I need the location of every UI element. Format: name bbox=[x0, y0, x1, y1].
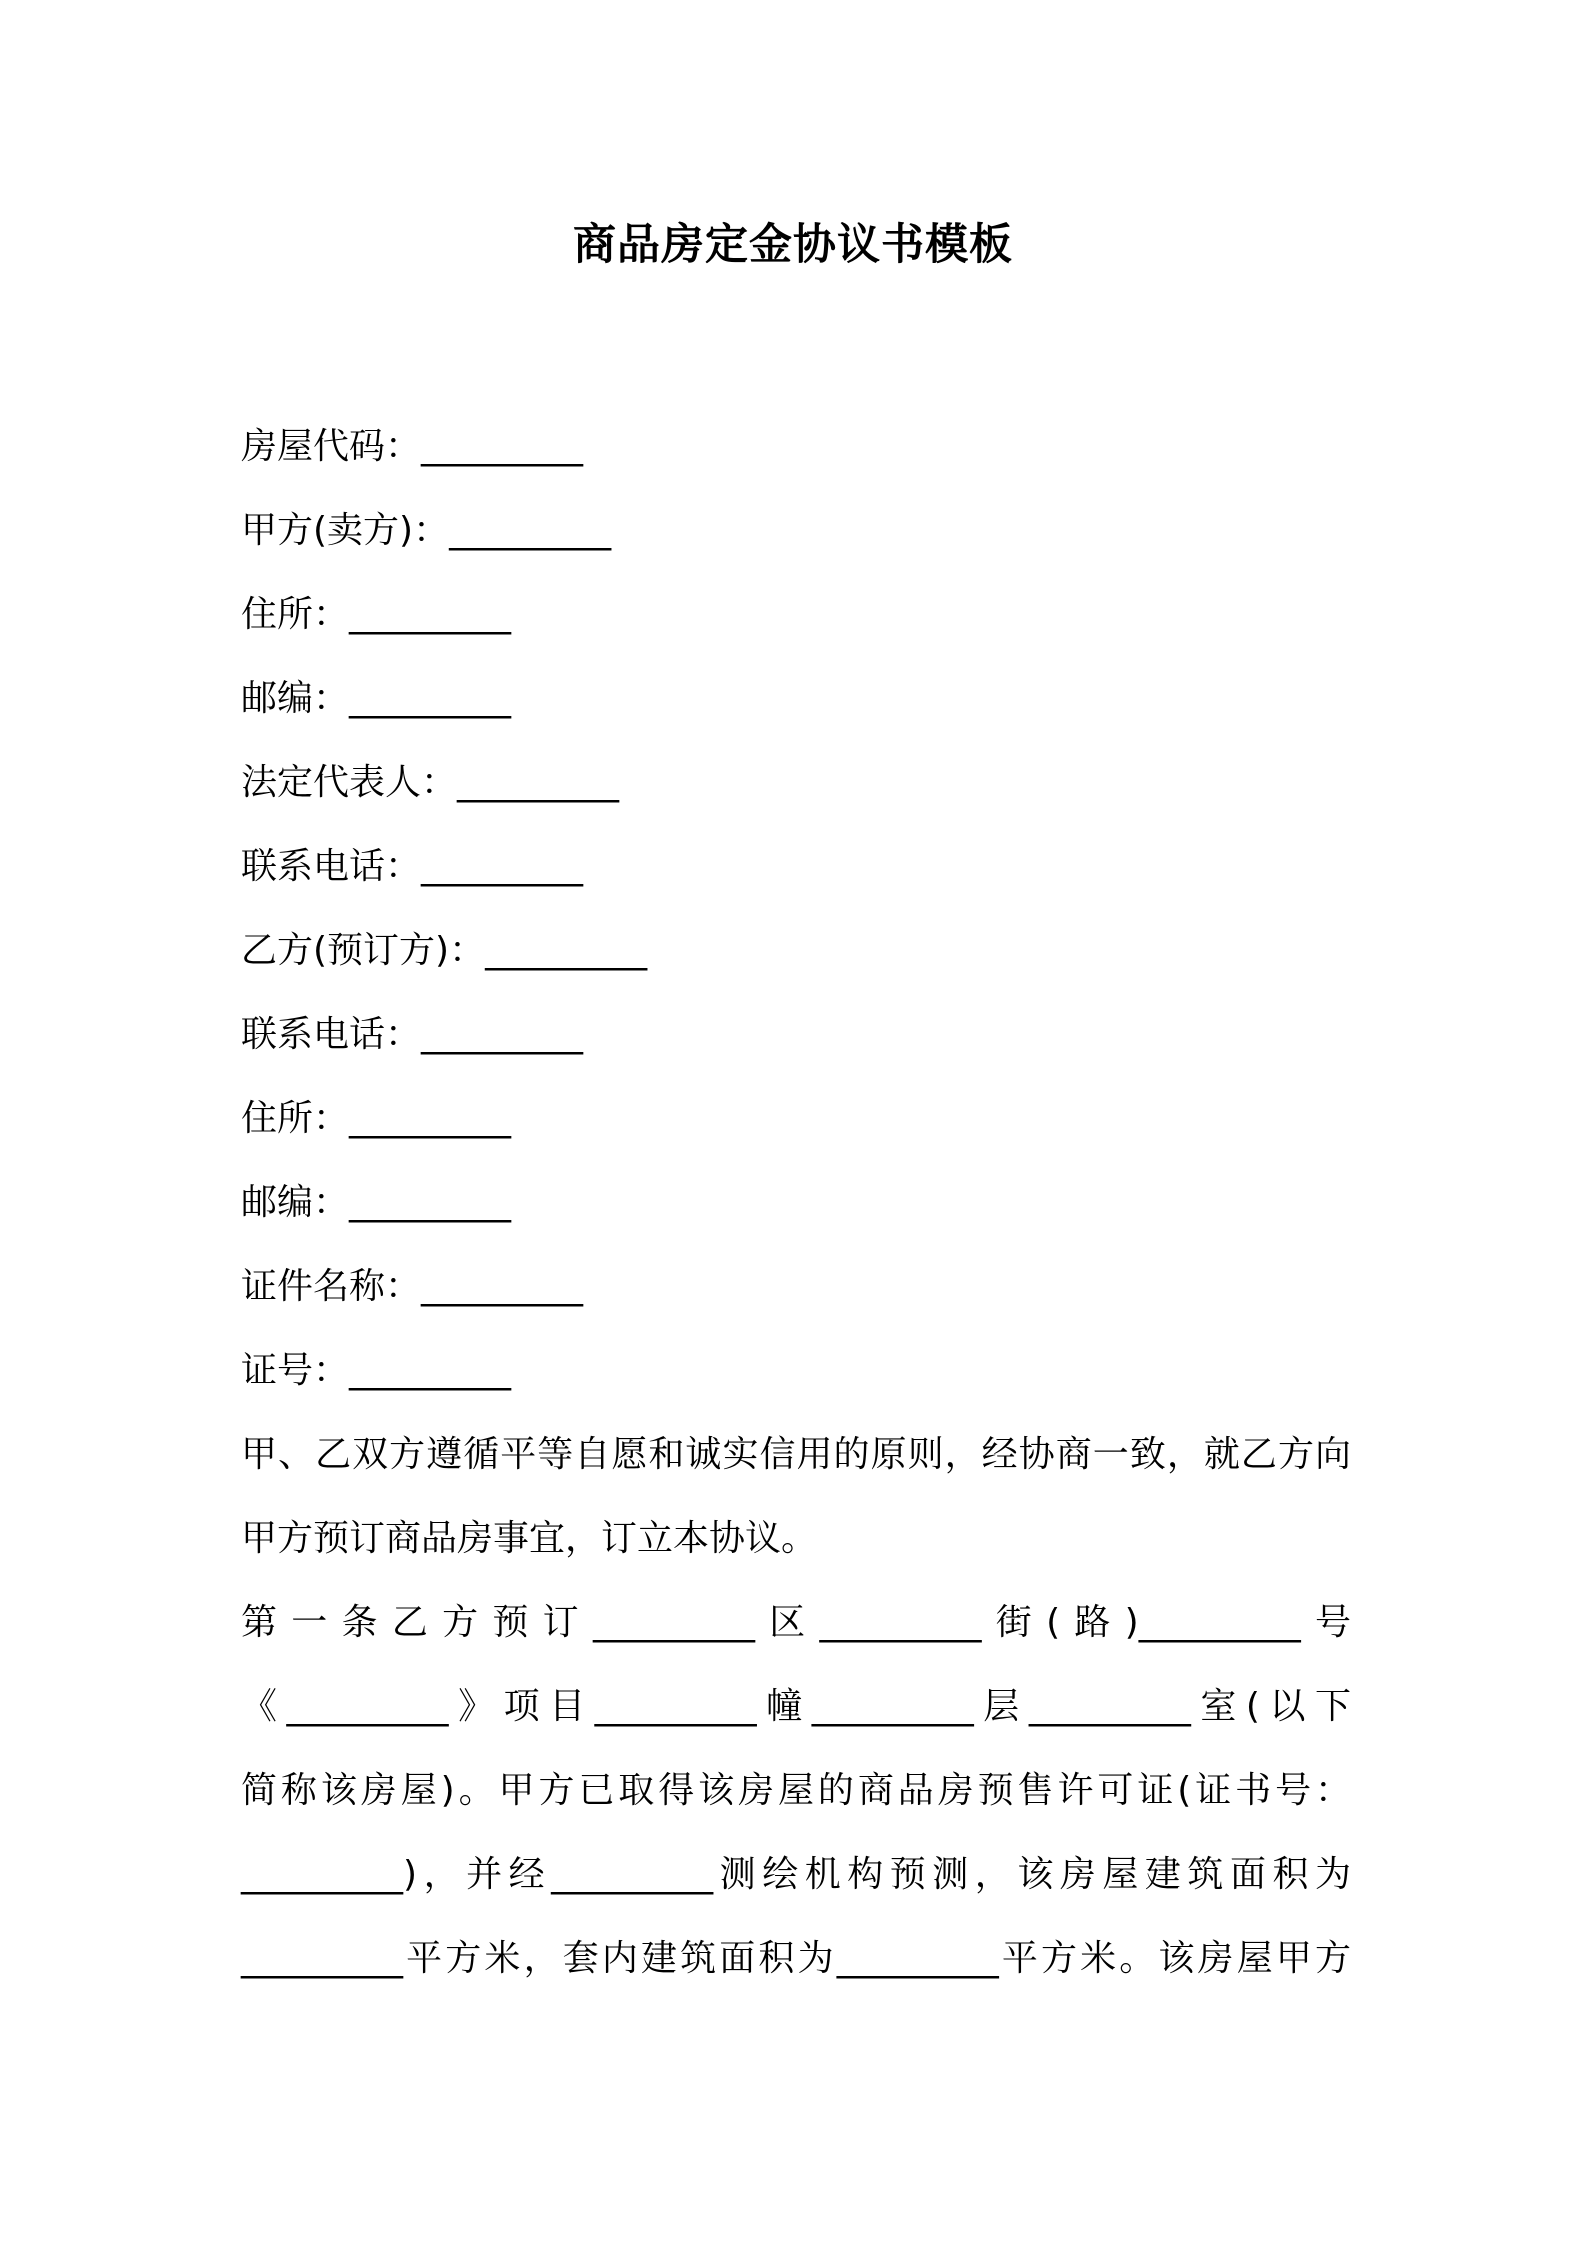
field-party-b-postcode: 邮编：_________ bbox=[241, 1182, 512, 1223]
article1-line-2: 《_________》项目_________幢_________层_________室(以下 bbox=[241, 1686, 1351, 1727]
article1-line-3: 简称该房屋)。甲方已取得该房屋的商品房预售许可证(证书号： bbox=[241, 1770, 1351, 1811]
field-id-number: 证号：_________ bbox=[241, 1350, 512, 1391]
article1-line-1: 第一条乙方预订_________区_________街(路)_________号 bbox=[241, 1602, 1351, 1643]
article1-line-5: _________平方米，套内建筑面积为_________平方米。该房屋甲方 bbox=[241, 1938, 1351, 1979]
field-id-type: 证件名称：_________ bbox=[241, 1266, 584, 1307]
intro-line-2: 甲方预订商品房事宜，订立本协议。 bbox=[241, 1518, 818, 1559]
field-party-b-address: 住所：_________ bbox=[241, 1098, 512, 1139]
document-title: 商品房定金协议书模板 bbox=[573, 220, 1013, 270]
field-party-a-postcode: 邮编：_________ bbox=[241, 678, 512, 719]
field-legal-representative: 法定代表人：_________ bbox=[241, 762, 620, 803]
document-body bbox=[241, 405, 1351, 2001]
article1-line-4: _________)，并经_________测绘机构预测，该房屋建筑面积为 bbox=[241, 1854, 1351, 1895]
intro-line-1: 甲、乙双方遵循平等自愿和诚实信用的原则，经协商一致，就乙方向 bbox=[241, 1434, 1351, 1475]
field-party-b: 乙方(预订方)：_________ bbox=[241, 930, 648, 971]
field-party-b-phone: 联系电话：_________ bbox=[241, 1014, 584, 1055]
field-house-code: 房屋代码：_________ bbox=[241, 426, 584, 467]
field-party-a-phone: 联系电话：_________ bbox=[241, 846, 584, 887]
field-party-a: 甲方(卖方)：_________ bbox=[241, 510, 612, 551]
field-party-a-address: 住所：_________ bbox=[241, 594, 512, 635]
